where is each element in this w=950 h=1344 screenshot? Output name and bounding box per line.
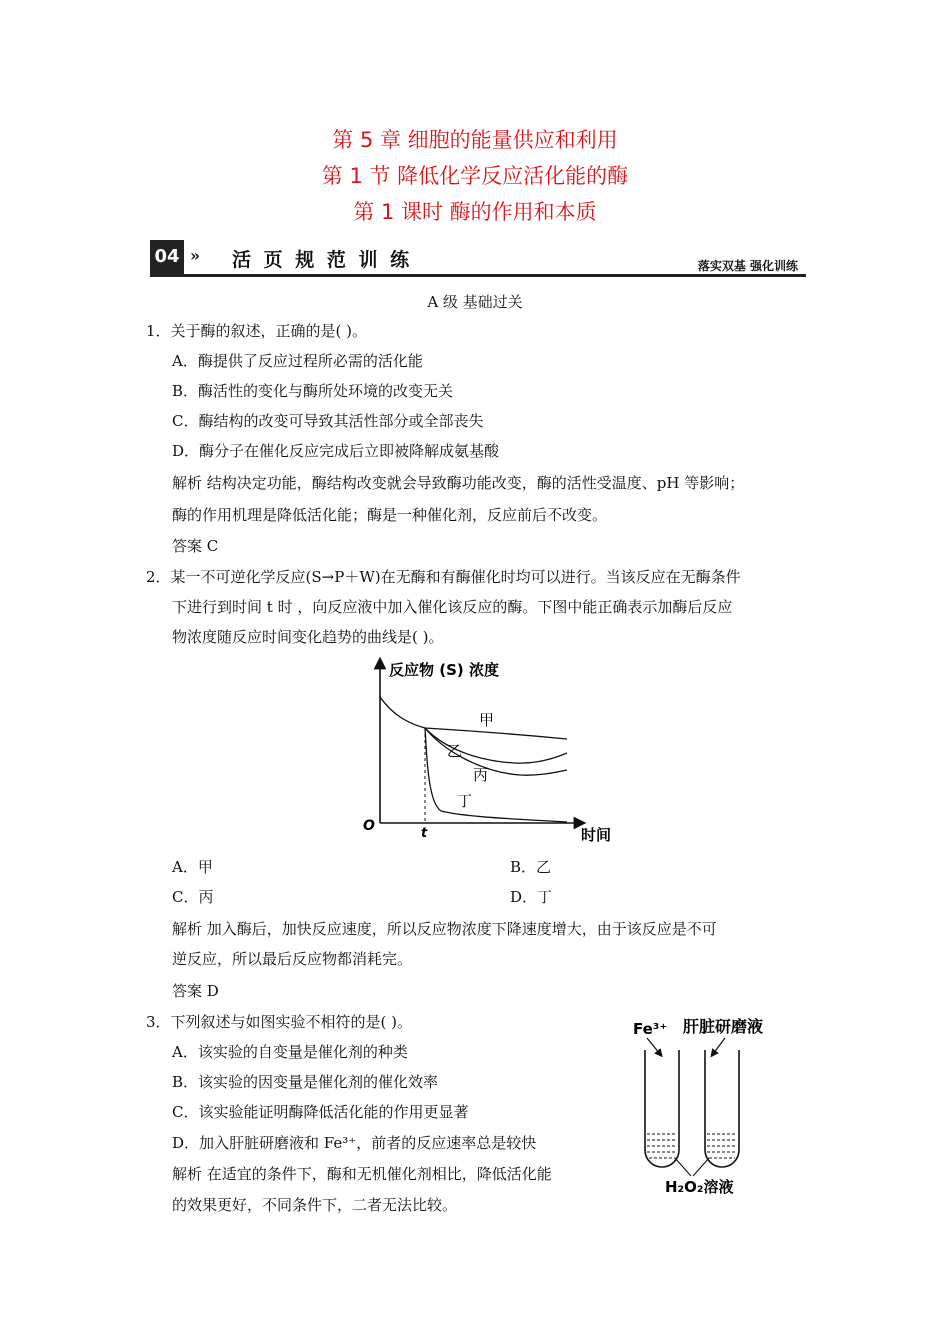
y-axis-label: 反应物 (S) 浓度 (389, 661, 499, 679)
left-liquid (647, 1134, 677, 1158)
q2-analysis-1: 解析 加入酶后，加快反应速度，所以反应物浓度下降速度增大，由于该反应是不可 (172, 920, 717, 938)
chapter-title: 第 5 章 细胞的能量供应和利用 (332, 128, 618, 152)
banner-arrow: » (190, 246, 200, 265)
banner-slogan: 落实双基 强化训练 (697, 259, 798, 273)
practice-banner (150, 240, 806, 276)
banner-title: 活 页 规 范 训 练 (232, 249, 413, 271)
section-title: 第 1 节 降低化学反应活化能的酶 (321, 164, 629, 188)
left-tube (645, 1050, 679, 1167)
initial-curve (380, 697, 425, 728)
curve-yi-label: 乙 (447, 742, 463, 760)
q2-option-a: A．甲 (172, 858, 213, 876)
curve-bing-label: 丙 (473, 766, 489, 784)
curve-ding-label: 丁 (457, 792, 473, 810)
q1-answer: 答案 C (172, 537, 219, 555)
q1-stem: 1．关于酶的叙述，正确的是( )。 (146, 322, 368, 340)
concentration-graph (355, 655, 625, 845)
h2o2-pointer-right (693, 1158, 709, 1176)
h2o2-label: H₂O₂溶液 (665, 1178, 734, 1196)
liver-label: 肝脏研磨液 (683, 1017, 764, 1036)
q3-option-d: D．加入肝脏研磨液和 Fe³⁺，前者的反应速率总是较快 (172, 1134, 537, 1152)
h2o2-pointer-left (675, 1158, 691, 1176)
q2-option-b: B．乙 (510, 858, 552, 876)
origin-label: O (363, 818, 375, 834)
lesson-title: 第 1 课时 酶的作用和本质 (353, 200, 597, 224)
q3-stem: 3．下列叙述与如图实验不相符的是( )。 (146, 1013, 413, 1031)
q3-analysis-2: 的效果更好，不同条件下，二者无法比较。 (172, 1196, 458, 1214)
q3-option-c: C．该实验能证明酶降低活化能的作用更显著 (172, 1103, 469, 1121)
q2-analysis-2: 逆反应，所以最后反应物都消耗完。 (172, 950, 413, 968)
q2-answer: 答案 D (172, 982, 219, 1000)
q2-stem-3: 物浓度随反应时间变化趋势的曲线是( )。 (172, 628, 444, 646)
curve-jia (425, 728, 567, 739)
curve-jia-label: 甲 (479, 711, 495, 729)
q1-option-a: A．酶提供了反应过程所必需的活化能 (172, 352, 423, 370)
q2-stem-2: 下进行到时间 t 时 ，向反应液中加入催化该反应的酶。下图中能正确表示加酶后反应 (172, 598, 733, 616)
q1-analysis-2: 酶的作用机理是降低活化能；酶是一种催化剂，反应前后不改变。 (172, 506, 608, 524)
x-axis-label: 时间 (581, 826, 612, 844)
fe3-arrow (647, 1038, 660, 1054)
test-tube-figure (625, 1010, 795, 1200)
level-heading: A 级 基础过关 (427, 293, 523, 311)
q1-option-c: C．酶结构的改变可导致其活性部分或全部丧失 (172, 412, 484, 430)
q2-option-c: C．丙 (172, 888, 214, 906)
liver-arrow (713, 1038, 725, 1054)
t-label: t (421, 826, 428, 841)
q1-option-d: D．酶分子在催化反应完成后立即被降解成氨基酸 (172, 442, 500, 460)
banner-number: 04 (150, 240, 184, 274)
q3-option-a: A．该实验的自变量是催化剂的种类 (172, 1043, 408, 1061)
right-liquid (707, 1134, 737, 1158)
right-tube (705, 1050, 739, 1167)
q3-analysis-1: 解析 在适宜的条件下，酶和无机催化剂相比，降低活化能 (172, 1165, 552, 1183)
q2-stem-1: 2．某一不可逆化学反应(S→P＋W)在无酶和有酶催化时均可以进行。当该反应在无酶条件 (146, 568, 741, 586)
q1-analysis-1: 解析 结构决定功能，酶结构改变就会导致酶功能改变，酶的活性受温度、pH 等影响； (172, 474, 745, 492)
banner-rule (150, 274, 806, 277)
fe3-label: Fe³⁺ (633, 1020, 668, 1038)
q3-option-b: B．该实验的因变量是催化剂的催化效率 (172, 1073, 439, 1091)
q1-option-b: B．酶活性的变化与酶所处环境的改变无关 (172, 382, 454, 400)
q2-option-d: D．丁 (510, 888, 553, 906)
